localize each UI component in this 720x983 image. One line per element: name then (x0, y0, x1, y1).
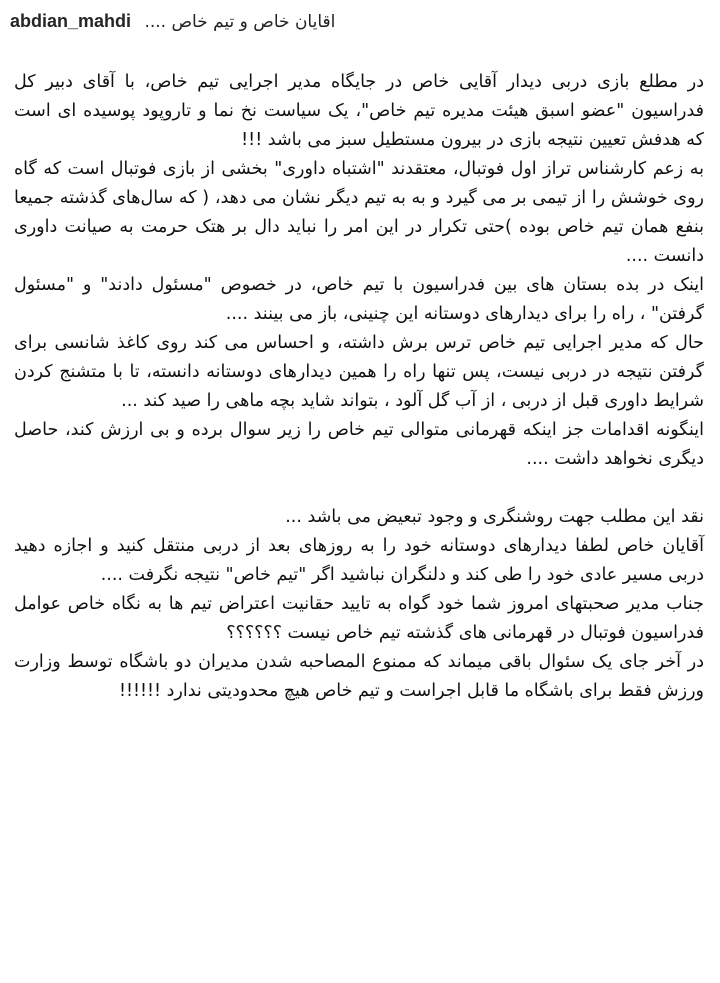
paragraph-3: اینک در بده بستان های بین فدراسیون با تیم خاص، در خصوص "مسئول دادند" و "مسئول گرفتن" ، راه را برای دیدارهای دوستانه این چنینی، باز می بینند .... (14, 275, 704, 324)
paragraph-8: جناب مدیر صحبتهای امروز شما خود گواه به تایید حقانیت اعتراض تیم ها به نگاه خاص عوامل فدراسیون فوتبال در قهرمانی های گذشته تیم خاص نیست ؟؟؟؟؟؟ (14, 594, 704, 643)
paragraph-1: در مطلع بازی دربی دیدار آقایی خاص در جایگاه مدیر اجرایی تیم خاص، با آقای دبیر کل فدراسیون "عضو اسبق هیئت مدیره تیم خاص"، یک سیاست نخ نما و تاروپود پوسیده ای است که هدفش تعیین نتیجه بازی در بیرون مستطیل سبز می باشد !!! (14, 72, 704, 150)
paragraph-5: اینگونه اقدامات جز اینکه قهرمانی متوالی تیم خاص را زیر سوال برده و بی ارزش کند، حاصل دیگری نخواهد داشت .... (14, 420, 704, 469)
paragraph-2: به زعم کارشناس تراز اول فوتبال، معتقدند "اشتباه داوری" بخشی از بازی فوتبال است که گاه روی خوشش را از تیمی بر می گیرد و به به تیم دیگر نشان می دهد، ( که سال‌های گذشته جمیعا بنفع همان تیم خاص بوده )حتی تکرار در این امر را نباید دال بر هتک حرمت به صیانت داوری دانست .... (14, 159, 704, 266)
caption-title: اقایان خاص و تیم خاص .... (144, 12, 336, 32)
username[interactable]: abdian_mahdi (10, 11, 132, 31)
paragraph-7: آقایان خاص لطفا دیدارهای دوستانه خود را به روزهای بعد از دربی منتقل کنید و اجازه دهید دربی مسیر عادی خود را طی کند و دلنگران نباشید اگر "تیم خاص" نتیجه نگرفت .... (14, 536, 704, 585)
paragraph-9: در آخر جای یک سئوال باقی میماند که ممنوع المصاحبه شدن مدیران دو باشگاه توسط وزارت ورزش فقط برای باشگاه ما قابل اجراست و تیم خاص هیچ محدودیتی ندارد !!!!!! (14, 652, 704, 701)
paragraph-spacer (14, 474, 704, 503)
post-header (10, 6, 712, 36)
paragraph-6: نقد این مطلب جهت روشنگری و وجود تبعیض می باشد ... (285, 507, 704, 527)
paragraph-4: حال که مدیر اجرایی تیم خاص ترس برش داشته، و احساس می کند روی کاغذ شانسی برای گرفتن نتیجه در دربی نیست، پس تنها راه را همین دیدارهای دوستانه دانسته، تا با متشنج کردن شرایط داوری قبل از دربی ، از آب گل آلود ، بتواند شاید بچه ماهی را صید کند ... (14, 333, 704, 411)
post-body (14, 68, 704, 706)
